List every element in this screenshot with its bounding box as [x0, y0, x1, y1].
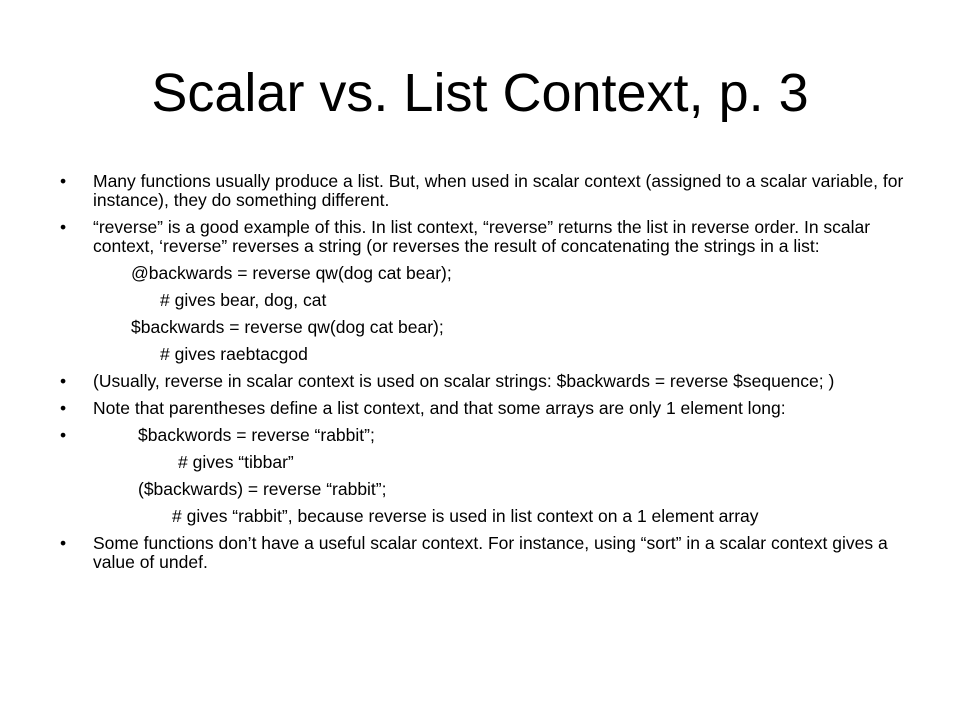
code-comment-text: # gives “tibbar” — [178, 452, 294, 472]
bullet-item — [0, 172, 960, 210]
code-text: ($backwards) = reverse “rabbit”; — [138, 479, 387, 499]
bullet-marker: • — [60, 533, 67, 553]
code-line — [0, 480, 960, 499]
bullet-item — [0, 372, 960, 391]
bullet-marker: • — [60, 171, 67, 191]
code-comment — [0, 507, 960, 526]
code-comment-text: # gives raebtacgod — [160, 344, 308, 364]
code-text: $backwords = reverse “rabbit”; — [138, 425, 375, 445]
bullet-item — [0, 534, 960, 572]
code-text: @backwards = reverse qw(dog cat bear); — [131, 263, 452, 283]
bullet-marker: • — [60, 217, 67, 237]
code-comment-text: # gives bear, dog, cat — [160, 290, 327, 310]
bullet-item — [0, 399, 960, 418]
code-comment — [0, 291, 960, 310]
slide-body — [0, 172, 960, 580]
bullet-text: (Usually, reverse in scalar context is used on scalar strings: $backwards = reverse $sequence; ) — [93, 371, 835, 391]
code-line — [0, 264, 960, 283]
code-line — [0, 318, 960, 337]
bullet-text: Some functions don’t have a useful scalar context. For instance, using “sort” in a scalar context gives a value of undef. — [93, 533, 888, 572]
bullet-marker: • — [60, 371, 67, 391]
code-comment — [0, 345, 960, 364]
bullet-text: Note that parentheses define a list context, and that some arrays are only 1 element long: — [93, 398, 786, 418]
code-comment — [0, 453, 960, 472]
bullet-text: “reverse” is a good example of this. In list context, “reverse” returns the list in reverse order. In scalar context, ‘reverse” reverses a string (or reverses the result of concatenating the strings in a list: — [93, 217, 871, 256]
bullet-marker: • — [60, 398, 67, 418]
slide-title: Scalar vs. List Context, p. 3 — [151, 63, 809, 123]
code-comment-text: # gives “rabbit”, because reverse is used in list context on a 1 element array — [172, 506, 759, 526]
bullet-item — [0, 426, 960, 445]
bullet-marker: • — [60, 425, 67, 445]
bullet-item — [0, 218, 960, 256]
bullet-text: Many functions usually produce a list. But, when used in scalar context (assigned to a scalar variable, for instance), they do something different. — [93, 171, 904, 210]
code-text: $backwards = reverse qw(dog cat bear); — [131, 317, 444, 337]
